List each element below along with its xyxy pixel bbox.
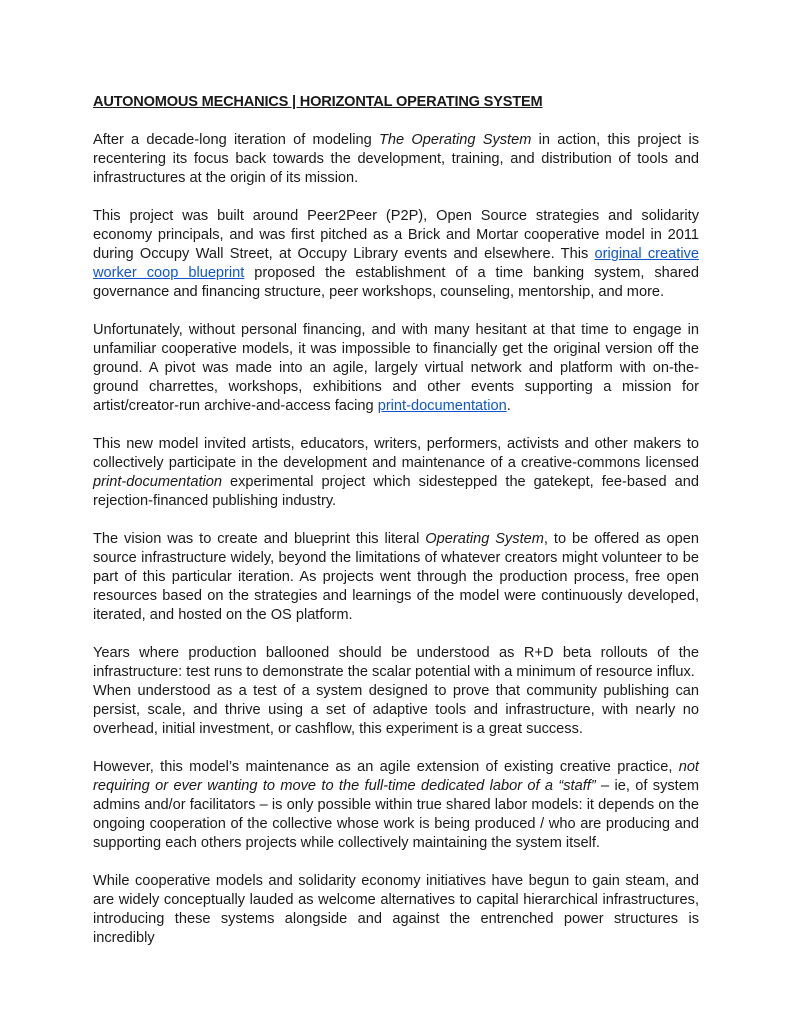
paragraph-text: When understood as a test of a system designed to prove that community publishing can persist, scale, and thrive using a set of adaptive tools and infrastructure, with nearly no overhead, initial investment, or cashflow, this experiment is a great success. (93, 683, 699, 737)
paragraph-cooperative-models (93, 872, 699, 948)
paragraph-history (93, 207, 699, 302)
paragraph-text: However, this model’s maintenance as an agile extension of existing creative practice, (93, 759, 679, 775)
paragraph-new-model (93, 435, 699, 511)
document-title: AUTONOMOUS MECHANICS | HORIZONTAL OPERATING SYSTEM (93, 94, 543, 110)
paragraph-text: – ie, of system admins and/or facilitators – is only possible within true shared labor models: it depends on the ongoing cooperation of the collective whose work is being produced / who are producing and supporting each others projects while collectively maintaining the system itself. (93, 778, 700, 851)
paragraph-text: proposed the establishment of a time banking system, shared governance and financing structure, peer workshops, counseling, mentorship, and more. (93, 265, 699, 300)
paragraph-text: While cooperative models and solidarity economy initiatives have begun to gain steam, and are widely conceptually lauded as welcome alternatives to capital hierarchical infrastructures, introducing these systems alongside and against the entrenched power structures is incredibly (93, 873, 699, 946)
paragraph-text: in action, this project is recentering its focus back towards the development, training, and distribution of tools and infrastructures at the origin of its mission. (93, 132, 699, 186)
paragraph-text: experimental project which sidestepped the gatekept, fee-based and rejection-financed publishing industry. (93, 474, 699, 509)
paragraph-intro (93, 131, 699, 188)
paragraph-text: , to be offered as open source infrastructure widely, beyond the limitations of whatever creators might volunteer to be part of this particular iteration. As projects went through the production process, free open resources based on the strategies and learnings of the model were continuously developed, iterated, and hosted on the OS platform. (93, 531, 699, 623)
paragraph-text: Years where production ballooned should be understood as R+D beta rollouts of the infrastructure: test runs to demonstrate the scalar potential with a minimum of resource influx. (93, 645, 699, 680)
print-documentation-link[interactable]: print-documentation (377, 398, 507, 414)
emphasis-text: Operating System (425, 531, 544, 547)
paragraph-text: Unfortunately, without personal financing, and with many hesitant at that time to engage in unfamiliar cooperative models, it was impossible to financially get the original version off the ground. A pivot was made into an agile, largely virtual network and platform with on-the-ground charrettes, workshops, exhibitions and other events supporting a mission for artist/creator-run archive-and-access facing (93, 322, 699, 414)
paragraph-text: The vision was to create and blueprint this literal (93, 531, 426, 547)
emphasis-text: print-documentation (93, 474, 222, 490)
paragraph-text: . (506, 398, 511, 414)
emphasis-text: The Operating System (379, 132, 532, 148)
paragraph-text: This project was built around Peer2Peer (P2P), Open Source strategies and solidarity economy principals, and was first pitched as a Brick and Mortar cooperative model in 2011 during Occupy Wall Street, at Occupy Library events and elsewhere. This (93, 208, 699, 262)
blueprint-link[interactable]: original creative worker coop blueprint (93, 246, 699, 281)
emphasis-text: not requiring or ever wanting to move to the full-time dedicated labor of a “staff” (93, 759, 699, 794)
paragraph-vision (93, 530, 699, 625)
document-page (93, 93, 699, 967)
paragraph-text: This new model invited artists, educators, writers, performers, activists and other makers to collectively participate in the development and maintenance of a creative-commons licensed (93, 436, 699, 471)
paragraph-beta-rollouts (93, 644, 699, 739)
paragraph-pivot (93, 321, 699, 416)
paragraph-maintenance (93, 758, 699, 853)
paragraph-text: After a decade-long iteration of modeling (93, 132, 380, 148)
